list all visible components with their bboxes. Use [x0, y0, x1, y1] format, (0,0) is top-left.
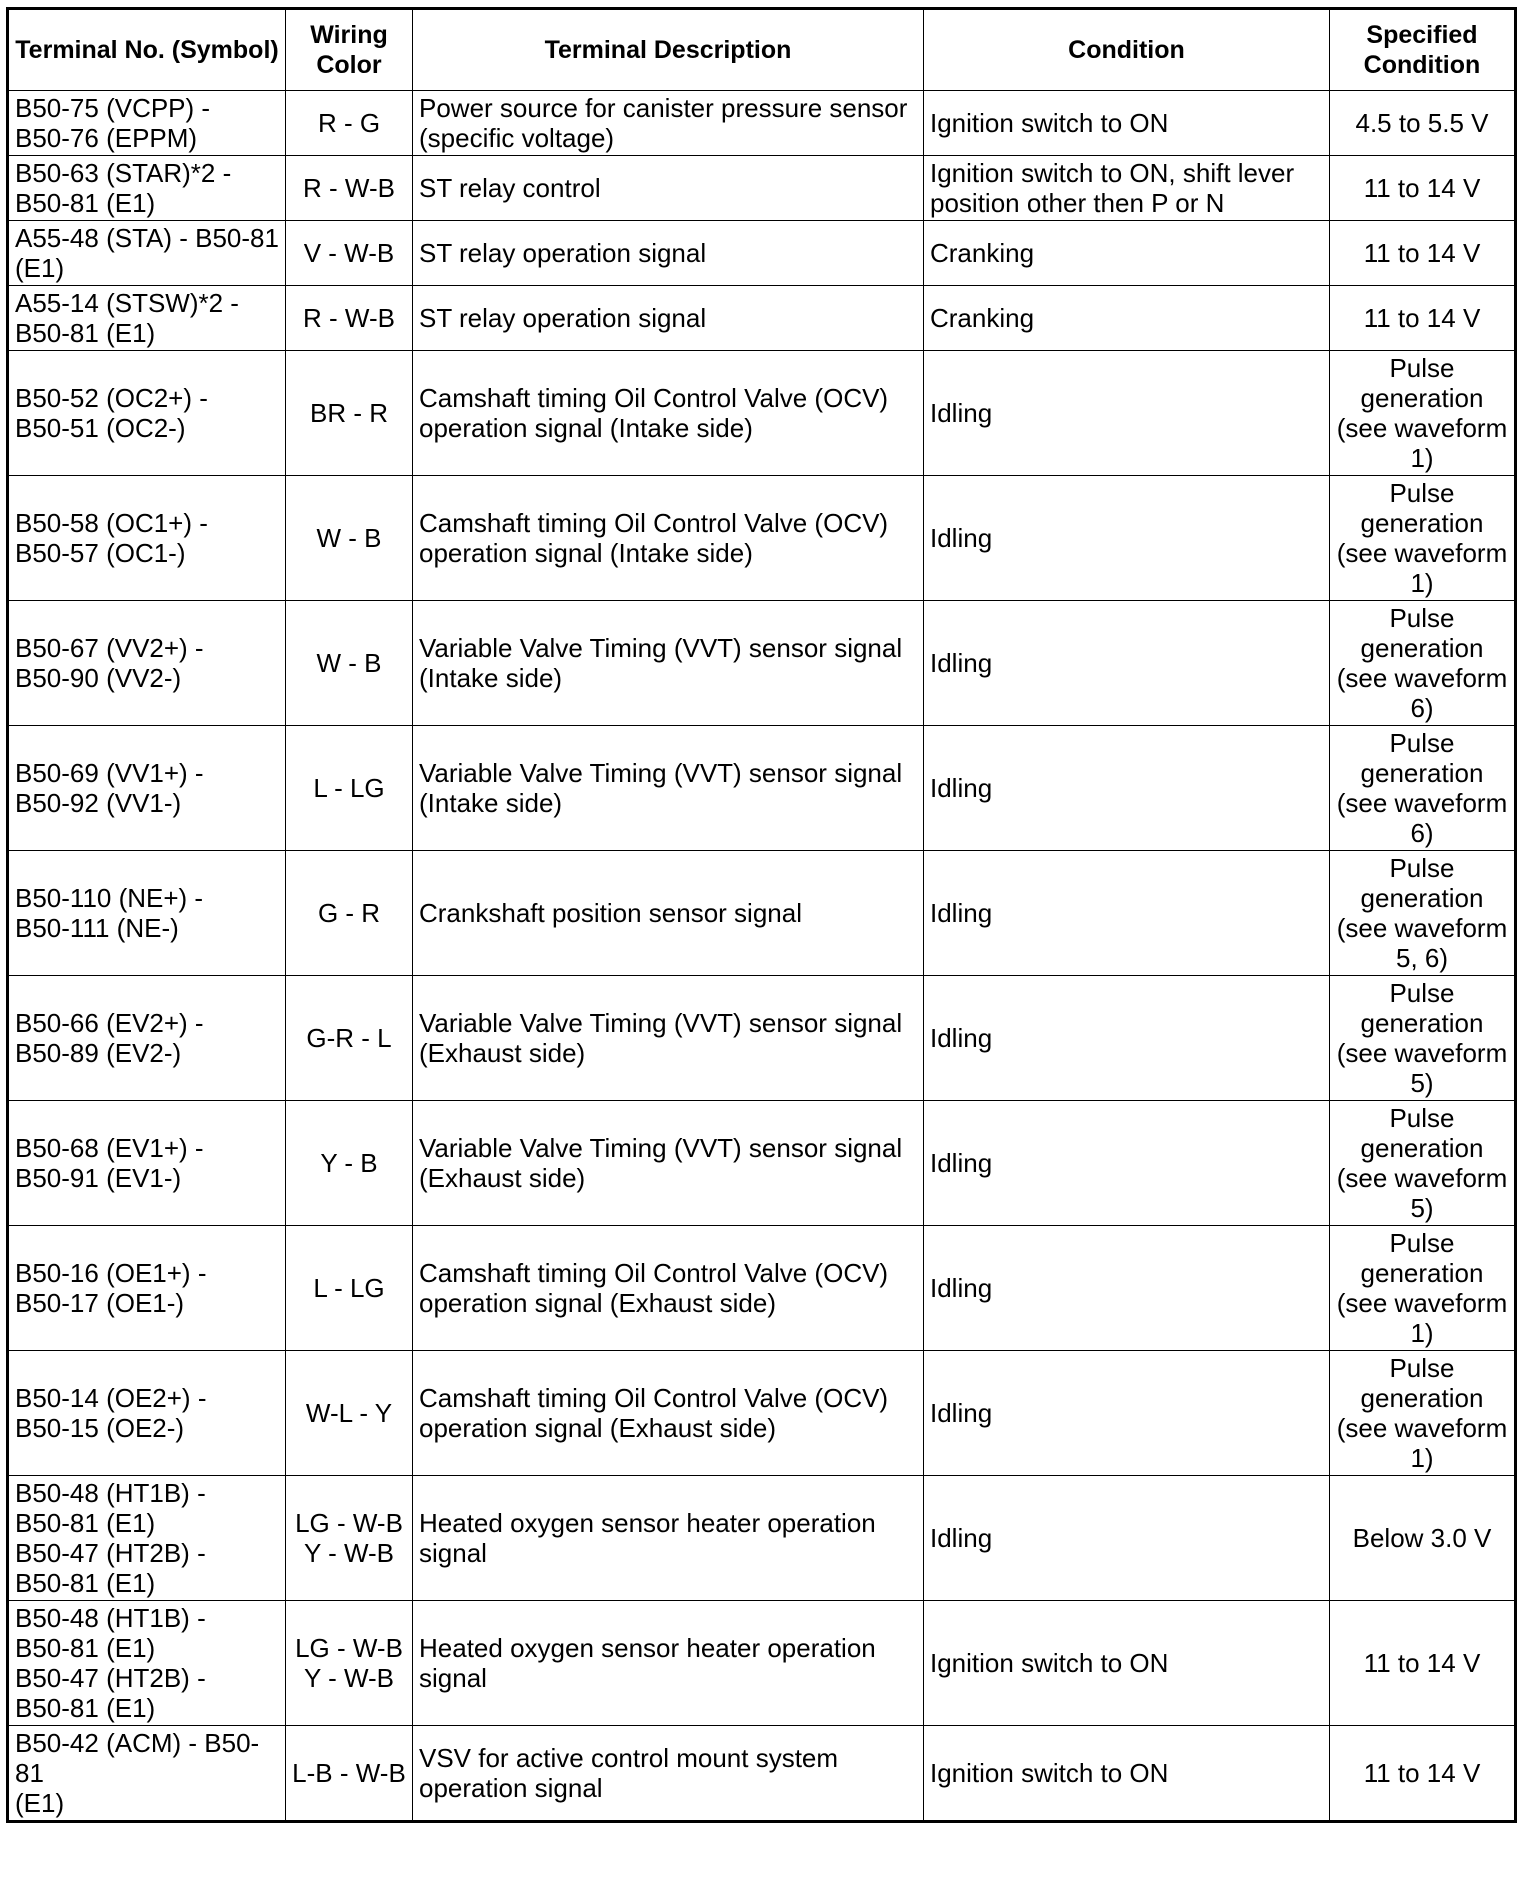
terminal-cell: B50-16 (OE1+) - B50-17 (OE1-) — [8, 1226, 286, 1351]
specified-condition-cell: Below 3.0 V — [1330, 1476, 1516, 1601]
terminal-cell: B50-68 (EV1+) - B50-91 (EV1-) — [8, 1101, 286, 1226]
specified-condition-cell: Pulse generation (see waveform 5, 6) — [1330, 851, 1516, 976]
table-row — [8, 1351, 1516, 1476]
terminal-cell: B50-66 (EV2+) - B50-89 (EV2-) — [8, 976, 286, 1101]
description-cell: Crankshaft position sensor signal — [413, 851, 924, 976]
table-row — [8, 1226, 1516, 1351]
terminal-cell: B50-63 (STAR)*2 - B50-81 (E1) — [8, 156, 286, 221]
wiring-color-cell: L - LG — [286, 1226, 413, 1351]
terminal-cell: B50-69 (VV1+) - B50-92 (VV1-) — [8, 726, 286, 851]
condition-cell: Cranking — [924, 286, 1330, 351]
specified-condition-cell: 11 to 14 V — [1330, 156, 1516, 221]
table-row — [8, 1476, 1516, 1601]
wiring-color-cell: G - R — [286, 851, 413, 976]
description-cell: Camshaft timing Oil Control Valve (OCV) operation signal (Exhaust side) — [413, 1351, 924, 1476]
condition-cell: Idling — [924, 851, 1330, 976]
description-cell: ST relay operation signal — [413, 221, 924, 286]
description-cell: Camshaft timing Oil Control Valve (OCV) operation signal (Exhaust side) — [413, 1226, 924, 1351]
specified-condition-cell: Pulse generation (see waveform 1) — [1330, 476, 1516, 601]
header-row — [8, 9, 1516, 91]
description-cell: ST relay control — [413, 156, 924, 221]
terminal-cell: B50-42 (ACM) - B50-81 (E1) — [8, 1726, 286, 1822]
terminal-cell: B50-67 (VV2+) - B50-90 (VV2-) — [8, 601, 286, 726]
table-row — [8, 1601, 1516, 1726]
condition-cell: Idling — [924, 1476, 1330, 1601]
condition-cell: Cranking — [924, 221, 1330, 286]
table-row — [8, 601, 1516, 726]
specified-condition-cell: 11 to 14 V — [1330, 1601, 1516, 1726]
wiring-color-cell: LG - W-B Y - W-B — [286, 1476, 413, 1601]
specified-condition-cell: Pulse generation (see waveform 1) — [1330, 1351, 1516, 1476]
specified-condition-cell: 11 to 14 V — [1330, 221, 1516, 286]
condition-cell: Idling — [924, 601, 1330, 726]
wiring-color-cell: W - B — [286, 601, 413, 726]
terminal-cell: B50-14 (OE2+) - B50-15 (OE2-) — [8, 1351, 286, 1476]
description-cell: Heated oxygen sensor heater operation signal — [413, 1601, 924, 1726]
terminal-cell: B50-48 (HT1B) - B50-81 (E1) B50-47 (HT2B) - B50-81 (E1) — [8, 1476, 286, 1601]
description-cell: Camshaft timing Oil Control Valve (OCV) operation signal (Intake side) — [413, 351, 924, 476]
wiring-color-cell: W-L - Y — [286, 1351, 413, 1476]
condition-cell: Ignition switch to ON, shift lever position other then P or N — [924, 156, 1330, 221]
terminal-cell: B50-48 (HT1B) - B50-81 (E1) B50-47 (HT2B) - B50-81 (E1) — [8, 1601, 286, 1726]
header-terminal-description: Terminal Description — [413, 9, 924, 91]
specified-condition-cell: Pulse generation (see waveform 6) — [1330, 726, 1516, 851]
table-row — [8, 286, 1516, 351]
specified-condition-cell: Pulse generation (see waveform 5) — [1330, 1101, 1516, 1226]
table-header — [8, 9, 1516, 91]
condition-cell: Idling — [924, 351, 1330, 476]
wiring-color-cell: Y - B — [286, 1101, 413, 1226]
wiring-color-cell: LG - W-B Y - W-B — [286, 1601, 413, 1726]
wiring-color-cell: G-R - L — [286, 976, 413, 1101]
specified-condition-cell: 4.5 to 5.5 V — [1330, 91, 1516, 156]
terminal-cell: A55-14 (STSW)*2 - B50-81 (E1) — [8, 286, 286, 351]
table-body — [8, 91, 1516, 1822]
specified-condition-cell: 11 to 14 V — [1330, 286, 1516, 351]
condition-cell: Ignition switch to ON — [924, 1601, 1330, 1726]
description-cell: ST relay operation signal — [413, 286, 924, 351]
table-row — [8, 1101, 1516, 1226]
terminal-table — [6, 7, 1517, 1823]
wiring-color-cell: R - G — [286, 91, 413, 156]
terminal-cell: B50-110 (NE+) - B50-111 (NE-) — [8, 851, 286, 976]
header-terminal: Terminal No. (Symbol) — [8, 9, 286, 91]
wiring-color-cell: L-B - W-B — [286, 1726, 413, 1822]
wiring-color-cell: BR - R — [286, 351, 413, 476]
terminal-cell: A55-48 (STA) - B50-81 (E1) — [8, 221, 286, 286]
table-row — [8, 156, 1516, 221]
description-cell: Variable Valve Timing (VVT) sensor signal (Intake side) — [413, 601, 924, 726]
table-row — [8, 91, 1516, 156]
condition-cell: Idling — [924, 1226, 1330, 1351]
table-row — [8, 851, 1516, 976]
condition-cell: Idling — [924, 976, 1330, 1101]
header-condition: Condition — [924, 9, 1330, 91]
table-row — [8, 976, 1516, 1101]
terminal-cell: B50-58 (OC1+) - B50-57 (OC1-) — [8, 476, 286, 601]
wiring-color-cell: L - LG — [286, 726, 413, 851]
table-row — [8, 221, 1516, 286]
condition-cell: Idling — [924, 1351, 1330, 1476]
specified-condition-cell: Pulse generation (see waveform 6) — [1330, 601, 1516, 726]
wiring-color-cell: R - W-B — [286, 286, 413, 351]
description-cell: Variable Valve Timing (VVT) sensor signal (Exhaust side) — [413, 1101, 924, 1226]
specified-condition-cell: Pulse generation (see waveform 1) — [1330, 1226, 1516, 1351]
header-wiring-color: Wiring Color — [286, 9, 413, 91]
description-cell: Power source for canister pressure sensor (specific voltage) — [413, 91, 924, 156]
wiring-color-cell: W - B — [286, 476, 413, 601]
wiring-color-cell: R - W-B — [286, 156, 413, 221]
table-row — [8, 726, 1516, 851]
description-cell: VSV for active control mount system operation signal — [413, 1726, 924, 1822]
specified-condition-cell: 11 to 14 V — [1330, 1726, 1516, 1822]
condition-cell: Idling — [924, 476, 1330, 601]
table-row — [8, 1726, 1516, 1822]
description-cell: Variable Valve Timing (VVT) sensor signal (Intake side) — [413, 726, 924, 851]
specified-condition-cell: Pulse generation (see waveform 1) — [1330, 351, 1516, 476]
specified-condition-cell: Pulse generation (see waveform 5) — [1330, 976, 1516, 1101]
terminal-cell: B50-75 (VCPP) - B50-76 (EPPM) — [8, 91, 286, 156]
terminal-cell: B50-52 (OC2+) - B50-51 (OC2-) — [8, 351, 286, 476]
condition-cell: Idling — [924, 726, 1330, 851]
wiring-color-cell: V - W-B — [286, 221, 413, 286]
condition-cell: Ignition switch to ON — [924, 91, 1330, 156]
description-cell: Variable Valve Timing (VVT) sensor signal (Exhaust side) — [413, 976, 924, 1101]
condition-cell: Idling — [924, 1101, 1330, 1226]
header-specified-condition: Specified Condition — [1330, 9, 1516, 91]
table-row — [8, 476, 1516, 601]
description-cell: Heated oxygen sensor heater operation signal — [413, 1476, 924, 1601]
table-row — [8, 351, 1516, 476]
condition-cell: Ignition switch to ON — [924, 1726, 1330, 1822]
description-cell: Camshaft timing Oil Control Valve (OCV) operation signal (Intake side) — [413, 476, 924, 601]
